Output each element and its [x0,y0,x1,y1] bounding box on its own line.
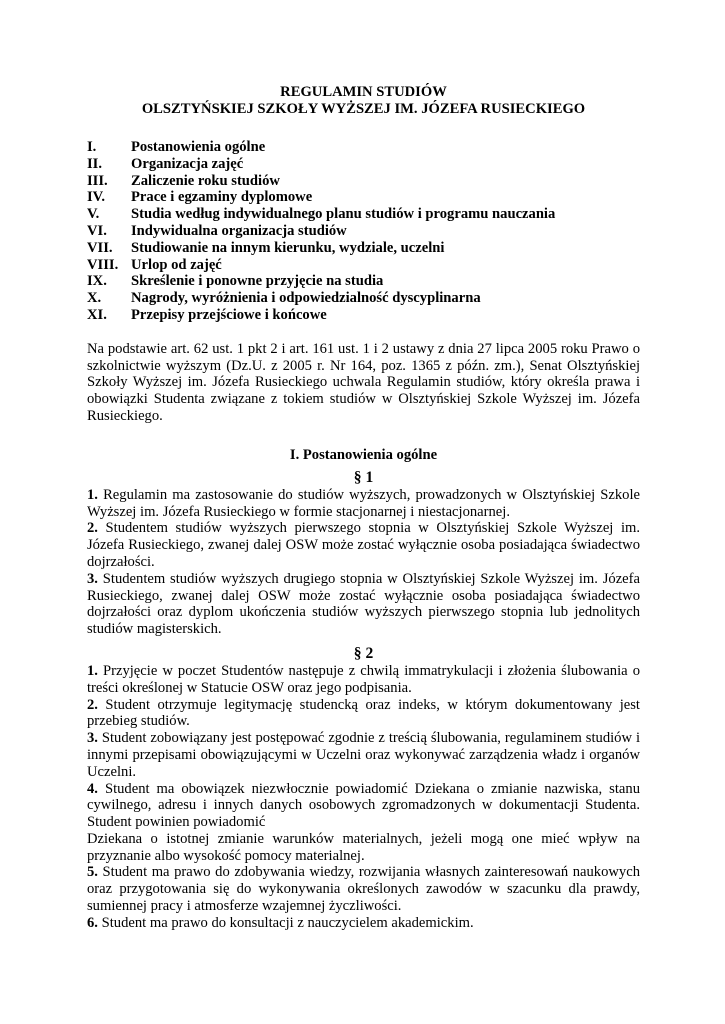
toc-number: V. [87,206,100,223]
document-title-line2: OLSZTYŃSKIEJ SZKOŁY WYŻSZEJ IM. JÓZEFA RUSIECKIEGO [141,101,586,117]
toc-item [87,156,640,173]
toc-item [87,257,640,274]
toc-number: VII. [87,239,113,256]
clause-text: Studentem studiów wyższych drugiego stopnia w Olsztyńskiej Szkole Wyższej im. Józefa Rusieckiego, zwanej dalej OSW może zostać wyłącznie osoba posiadająca świadectwo dojrzałości oraz dyplom ukończenia studiów wyższych pierwszego stopnia lub jednolitych studiów magisterskich. [87,570,640,638]
section-heading: I. Postanowienia ogólne [289,446,438,463]
toc-label: Studia według indywidualnego planu studiów i programu nauczania [131,206,556,223]
toc-label: Zaliczenie roku studiów [131,172,280,189]
document-title-line1: REGULAMIN STUDIÓW [280,84,447,100]
clause-number: 1. [87,486,98,503]
toc-label: Indywidualna organizacja studiów [131,222,347,239]
clause-number: 4. [87,780,98,797]
toc-number: IV. [87,189,105,206]
clause-number: 3. [87,730,98,747]
toc-number: IX. [87,273,107,290]
clause [87,864,640,914]
toc-label: Urlop od zajęć [131,256,222,273]
intro-paragraph: Na podstawie art. 62 ust. 1 pkt 2 i art. 161 ust. 1 i 2 ustawy z dnia 27 lipca 2005 roku Prawo o szkolnictwie wyższym (Dz.U. z 2005 r. Nr 164, poz. 1365 z późn. zm.), Senat Olsztyńskiej Szkoły Wyższej im. Józefa Rusieckiego uchwala Regulamin studiów, który określa prawa i obowiązki Studenta związane z tokiem studiów w Olsztyńskiej Szkole Wyższej im. Józefa Rusieckiego. [87,340,640,424]
toc-item [87,206,640,223]
clause [87,697,640,731]
clause [87,520,640,570]
toc-label: Postanowienia ogólne [131,139,266,155]
toc-item [87,223,640,240]
table-of-contents [87,139,640,324]
clause-text: Dziekana o istotnej zmianie warunków materialnych, jeżeli mogą one mieć wpływ na przyznanie albo wysokość pomocy materialnej. [87,830,640,864]
toc-number: VI. [87,222,107,239]
clause [87,730,640,780]
clause-text: Student otrzymuje legitymację studencką oraz indeks, w którym dokumentowany jest przebieg studiów. [87,696,640,730]
toc-label: Prace i egzaminy dyplomowe [131,189,313,206]
toc-item [87,240,640,257]
toc-number: VIII. [87,256,119,273]
clause [87,781,640,831]
clause [87,915,640,932]
toc-item [87,307,640,324]
clause-number: 2. [87,520,98,537]
clause-number: 5. [87,864,98,881]
toc-item [87,189,640,206]
clause-text: Student zobowiązany jest postępować zgodnie z treścią ślubowania, regulaminem studiów i innymi przepisami obowiązującymi w Uczelni oraz wykonywać zarządzenia władz i organów Uczelni. [87,730,640,780]
clause-text: Przyjęcie w poczet Studentów następuje z chwilą immatrykulacji i złożenia ślubowania o treści określonej w Statucie OSW oraz jego podpisania. [87,662,640,696]
toc-number: II. [87,155,103,172]
clause-text: Studentem studiów wyższych pierwszego stopnia w Olsztyńskiej Szkole Wyższej im. Józefa Rusieckiego, zwanej dalej OSW może zostać wyłącznie osoba posiadająca świadectwo dojrzałości. [87,520,640,570]
paragraph-sign: § 1 [353,468,374,486]
toc-number: I. [87,139,97,155]
toc-label: Studiowanie na innym kierunku, wydziale, uczelni [131,239,445,256]
toc-item [87,173,640,190]
toc-item [87,139,640,156]
document-page [87,84,640,932]
clause-text: Student ma prawo do konsultacji z nauczycielem akademickim. [97,914,474,931]
clause [87,663,640,697]
toc-number: III. [87,172,108,189]
clause-text: Student ma prawo do zdobywania wiedzy, rozwijania własnych zainteresowań naukowych oraz przygotowania się do wykonywania określonych zawodów w szacunku dla prawdy, sumiennej pracy i atmosferze wzajemnej życzliwości. [87,864,640,915]
clause-text: Regulamin ma zastosowanie do studiów wyższych, prowadzonych w Olsztyńskiej Szkole Wyższej im. Józefa Rusieckiego w formie stacjonarnej i niestacjonarnej. [87,486,640,520]
clause-text: Student ma obowiązek niezwłocznie powiadomić Dziekana o zmianie nazwiska, stanu cywilnego, adresu i innych danych osobowych zgromadzonych w dokumentacji Studenta. Student powinien powiadomić [87,780,640,831]
toc-number: XI. [87,306,107,323]
toc-label: Nagrody, wyróżnienia i odpowiedzialność dyscyplinarna [131,290,481,307]
clause-number: 3. [87,570,98,587]
toc-label: Przepisy przejściowe i końcowe [131,306,327,323]
toc-item [87,290,640,307]
clause-number: 6. [87,914,98,931]
clause-number: 1. [87,662,98,679]
clause-number: 2. [87,696,98,713]
toc-item [87,273,640,290]
clause [87,487,640,521]
clause [87,571,640,638]
clause-continuation [87,831,640,865]
toc-label: Organizacja zajęć [131,155,244,172]
toc-label: Skreślenie i ponowne przyjęcie na studia [131,273,384,290]
toc-number: X. [87,290,102,307]
paragraph-sign: § 2 [353,644,374,662]
